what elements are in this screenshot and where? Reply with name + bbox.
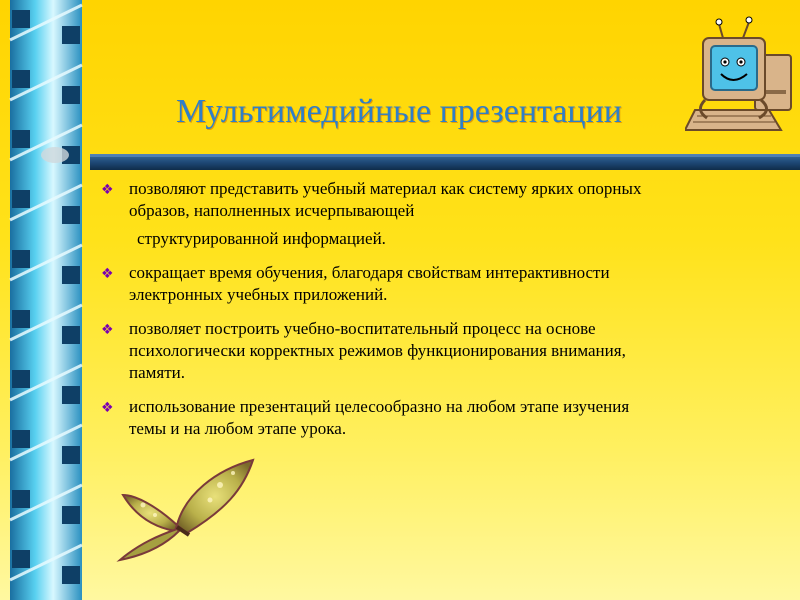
list-item	[96, 318, 756, 384]
item-text-line: памяти.	[129, 363, 185, 382]
item-text-line: позволяют представить учебный материал как систему ярких опорных	[129, 179, 642, 198]
item-text-line: использование презентаций целесообразно на любом этапе изучения	[129, 397, 630, 416]
item-text-line: электронных учебных приложений.	[129, 285, 388, 304]
ribbon-decoration	[0, 0, 100, 600]
diamond-bullet-icon: ❖	[101, 400, 114, 416]
item-text-line: позволяет построить учебно-воспитательный процесс на основе	[129, 319, 596, 338]
slide-title: Мультимедийные презентации	[176, 93, 622, 130]
diamond-bullet-icon: ❖	[101, 322, 114, 338]
bullet-list	[96, 178, 756, 440]
butterfly-icon	[115, 455, 265, 565]
list-item	[96, 178, 756, 250]
diamond-bullet-icon: ❖	[101, 266, 114, 282]
diamond-bullet-icon: ❖	[101, 182, 114, 198]
item-text-line: структурированной информацией.	[137, 229, 386, 248]
list-item	[96, 262, 756, 306]
item-text-line: сокращает время обучения, благодаря свойствам интерактивности	[129, 263, 610, 282]
cartoon-computer-icon	[685, 10, 795, 140]
list-item	[96, 396, 756, 440]
item-text-line: психологически корректных режимов функционирования внимания,	[129, 341, 626, 360]
item-text-line: темы и на любом этапе урока.	[129, 419, 347, 438]
title-divider	[90, 152, 800, 174]
item-text-line: образов, наполненных исчерпывающей	[129, 201, 415, 220]
